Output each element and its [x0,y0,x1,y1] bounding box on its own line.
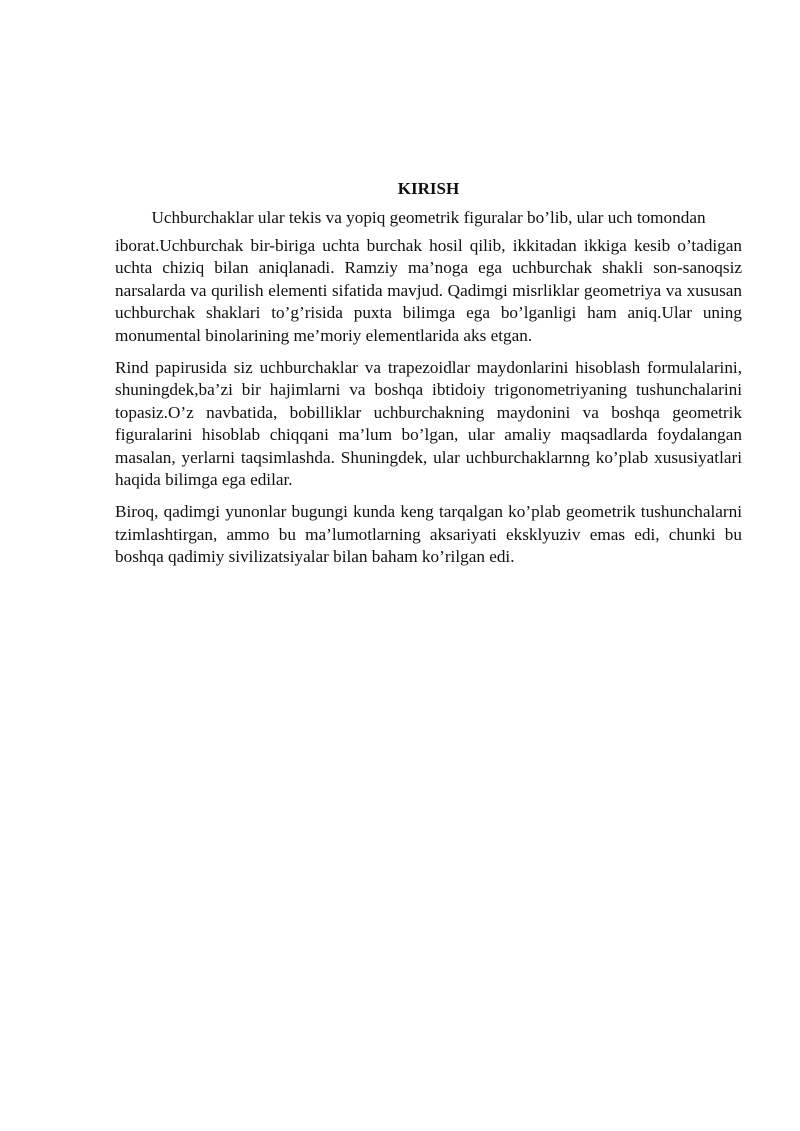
document-title: KIRISH [397,179,460,198]
intro-line: Uchburchaklar ular tekis va yopiq geometrik figuralar bo’lib, ular uch tomondan [151,208,706,227]
paragraph-1: iborat.Uchburchak bir-biriga uchta burchak hosil qilib, ikkitadan ikkiga kesib o’tadigan uchta chiziq bilan aniqlanadi. Ramziy ma’noga ega uchburchak shakli son-sanoqsiz narsalarda va qurilish elementi sifatida mavjud. Qadimgi misrliklar geometriya va xususan uchburchak shaklari to’g’risida puxta bilimga ega bo’lganligi ham aniq.Ular uning monumental binolarining me’moriy elementlarida aks etgan. [115,236,742,345]
paragraph-3: Biroq, qadimgi yunonlar bugungi kunda keng tarqalgan ko’plab geometrik tushunchalarni tzimlashtirgan, ammo bu ma’lumotlarning aksariyati eksklyuziv emas edi, chunki bu boshqa qadimiy sivilizatsiyalar bilan baham ko’rilgan edi. [115,502,742,567]
paragraph-2: Rind papirusida siz uchburchaklar va trapezoidlar maydonlarini hisoblash formulalarini, shuningdek,ba’zi bir hajimlarni va boshqa ibtidoiy trigonometriyaning tushunchalarini topasiz.O’z navbatida, bobilliklar uchburchakning maydonini va boshqa geometrik figuralarini hisoblab chiqqani ma’lum bo’lgan, ular amaliy maqsadlarda foydalangan masalan, yerlarni taqsimlashda. Shuningdek, ular uchburchaklarnng ko’plab xususiyatlari haqida bilimga ega edilar. [115,358,742,490]
document-body [115,178,742,579]
